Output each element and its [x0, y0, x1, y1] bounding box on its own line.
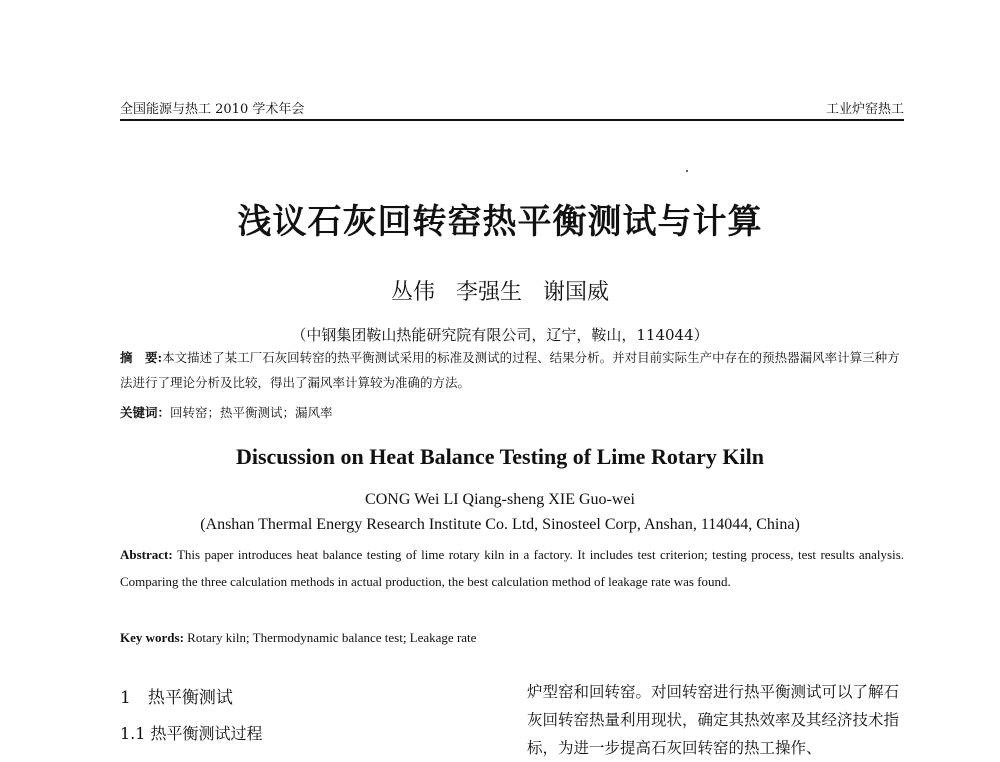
abstract-cn	[120, 345, 904, 395]
affiliation-en: (Anshan Thermal Energy Research Institute Co. Ltd, Sinosteel Corp, Anshan, 114044, China)	[200, 516, 800, 533]
running-header-left: 全国能源与热工 2010 学术年会	[120, 102, 305, 117]
keywords-en-label: Key words:	[120, 630, 184, 645]
keywords-cn-label: 关键词：	[120, 405, 171, 420]
speck	[686, 170, 688, 172]
abstract-en-text: This paper introduces heat balance testing of lime rotary kiln in a factory. It includes test criterion; testing process, test results analysis. Comparing the three calculation methods in actual production, the best calculation method of leakage rate was found.	[120, 547, 904, 589]
affiliation-cn: （中钢集团鞍山热能研究院有限公司，辽宁，鞍山，114044）	[291, 326, 709, 344]
section-heading-1-1: 1.1 热平衡测试过程	[120, 724, 263, 743]
keywords-en	[120, 630, 476, 646]
paper-title-en: Discussion on Heat Balance Testing of Lime Rotary Kiln	[235, 444, 765, 469]
authors-cn: 丛伟 李强生 谢国威	[391, 280, 609, 305]
paper-title-cn: 浅议石灰回转窑热平衡测试与计算	[237, 202, 763, 242]
section-heading-1: 1 热平衡测试	[120, 688, 233, 708]
abstract-en-label: Abstract:	[120, 547, 173, 562]
header-rule	[120, 119, 904, 121]
abstract-cn-label: 摘 要:	[120, 350, 163, 365]
authors-en: CONG Wei LI Qiang-sheng XIE Guo-wei	[365, 491, 635, 508]
body-text-right-column: 炉型窑和回转窑。对回转窑进行热平衡测试可以了解石灰回转窑热量利用现状，确定其热效率及其经济技术指标，为进一步提高石灰回转窑的热工操作、	[527, 683, 900, 757]
keywords-en-text: Rotary kiln; Thermodynamic balance test; Leakage rate	[187, 630, 477, 645]
keywords-cn-text: 回转窑；热平衡测试；漏风率	[170, 405, 333, 420]
abstract-en	[120, 541, 904, 595]
running-header-right: 工业炉窑热工	[825, 102, 904, 117]
abstract-cn-text: 本文描述了某工厂石灰回转窑的热平衡测试采用的标准及测试的过程、结果分析。并对目前实际生产中存在的预热器漏风率计算三种方法进行了理论分析及比较，得出了漏风率计算较为准确的方法。	[120, 350, 900, 390]
keywords-cn	[120, 403, 333, 421]
